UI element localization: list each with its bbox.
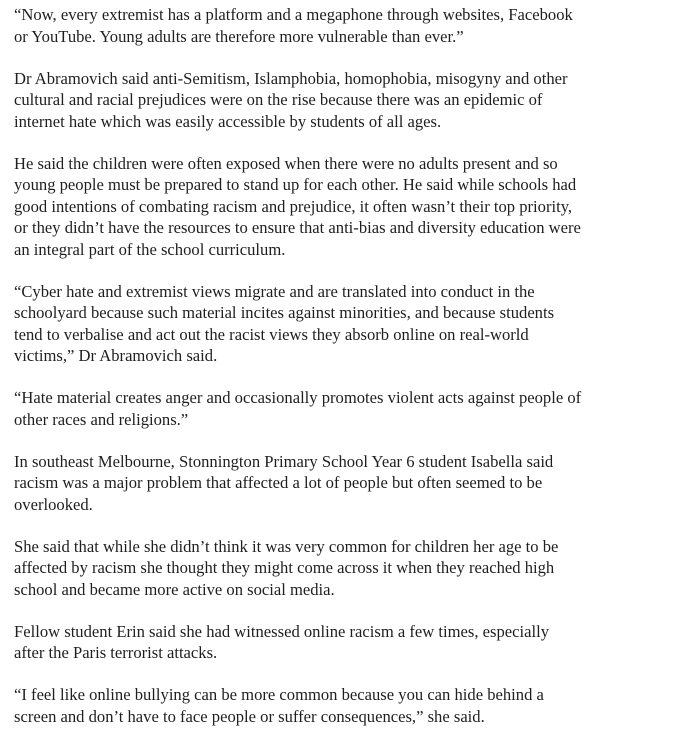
paragraph-erin: Fellow student Erin said she had witnessed online racism a few times, especially after the Paris terrorist attacks. xyxy=(14,621,550,662)
paragraph-quote-online-bullying: “I feel like online bullying can be more common because you can hide behind a screen and don’t have to face people or suffer consequences,” she said. xyxy=(14,685,544,726)
paragraph-abramovich-prejudices: Dr Abramovich said anti-Semitism, Islamphobia, homophobia, misogyny and other cultural and racial prejudices were on the rise because there was an epidemic of internet hate which was easily accessible by students of all ages. xyxy=(14,68,568,131)
paragraph-isabella-social-media: She said that while she didn’t think it was very common for children her age to be affected by racism she thought they might come across it when they reached high school and became more active on social media. xyxy=(14,536,559,599)
paragraph-children-exposed: He said the children were often exposed when there were no adults present and so young people must be prepared to stand up for each other. He said while schools had good intentions of combating racism and prejudice, it often wasn’t their top priority, or they didn’t have the resources to ensure that anti-bias and diversity education were an integral part of the school curriculum. xyxy=(14,153,581,259)
paragraph-quote-hate-material: “Hate material creates anger and occasionally promotes violent acts against people of other races and religions.” xyxy=(14,388,582,429)
paragraph-isabella: In southeast Melbourne, Stonnington Primary School Year 6 student Isabella said racism was a major problem that affected a lot of people but often seemed to be overlooked. xyxy=(14,451,554,514)
paragraph-quote-extremist-platform: “Now, every extremist has a platform and a megaphone through websites, Facebook or YouTube. Young adults are therefore more vulnerable than ever.” xyxy=(14,5,573,46)
paragraph-quote-cyber-hate: “Cyber hate and extremist views migrate and are translated into conduct in the schoolyard because such material incites against minorities, and because students tend to verbalise and act out the racist views they absorb online on real-world victims,” Dr Abramovich said. xyxy=(14,281,555,365)
